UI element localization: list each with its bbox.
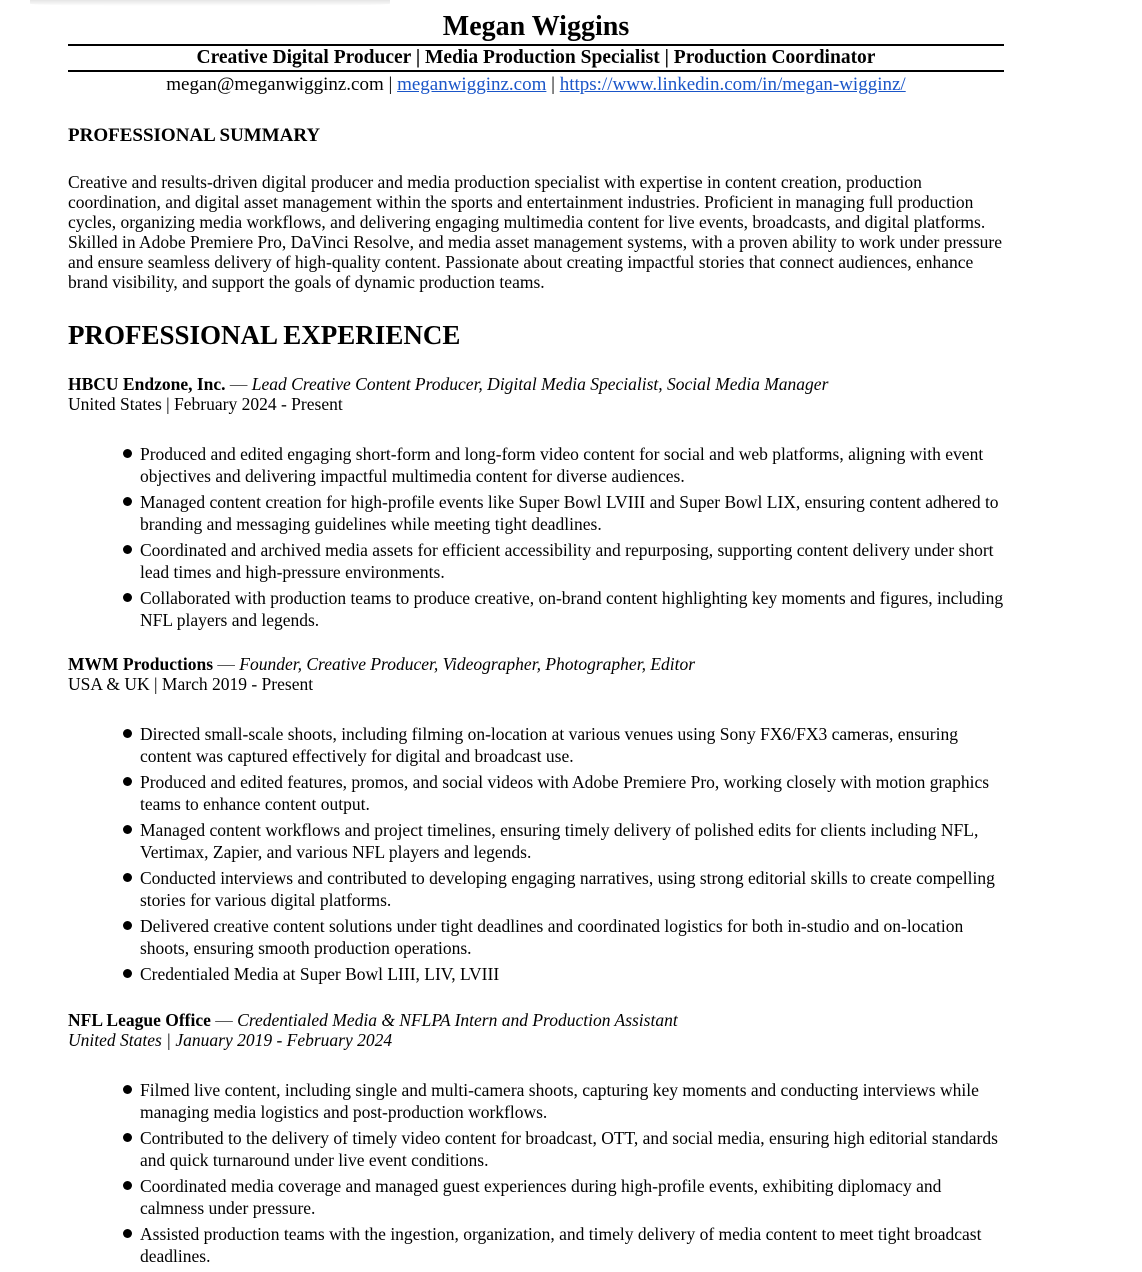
- bullet-dot-icon: [123, 921, 132, 930]
- list-item: [123, 1175, 1006, 1219]
- job-company: MWM Productions: [68, 654, 214, 674]
- summary-heading: PROFESSIONAL SUMMARY: [68, 125, 321, 146]
- job-bullet-list: [106, 723, 1006, 989]
- job-location-dates: United States | February 2024 - Present: [68, 394, 343, 414]
- list-item: [123, 771, 1006, 815]
- bullet-dot-icon: [123, 449, 132, 458]
- bullet-text: Managed content creation for high-profile events like Super Bowl LVIII and Super Bowl LIX, ensuring content adhered to branding and messaging guidelines while meeting tight deadlines.: [140, 492, 999, 534]
- job-location-dates: USA & UK | March 2019 - Present: [68, 674, 314, 694]
- website-link[interactable]: meganwigginz.com: [397, 74, 547, 95]
- job-role: Founder, Creative Producer, Videographer, Photographer, Editor: [239, 654, 696, 674]
- bullet-dot-icon: [123, 729, 132, 738]
- bullet-dot-icon: [123, 873, 132, 882]
- professional-titles: Creative Digital Producer | Media Production Specialist | Production Coordinator: [196, 47, 876, 68]
- experience-heading: PROFESSIONAL EXPERIENCE: [68, 320, 461, 350]
- contact-separator: |: [546, 74, 560, 95]
- job-dash: —: [225, 374, 252, 394]
- email-text: megan@meganwigginz.com: [166, 74, 384, 95]
- job-header: [68, 654, 1008, 674]
- job-company: NFL League Office: [68, 1010, 211, 1030]
- bullet-text: Produced and edited engaging short-form and long-form video content for social and web platforms, aligning with event objectives and delivering impactful multimedia content for diverse audiences.: [140, 444, 984, 486]
- bullet-dot-icon: [123, 825, 132, 834]
- bullet-text: Delivered creative content solutions under tight deadlines and coordinated logistics for both in-studio and on-location shoots, ensuring smooth production operations.: [140, 916, 964, 958]
- bullet-dot-icon: [123, 1133, 132, 1142]
- list-item: [123, 587, 1006, 631]
- bullet-text: Coordinated and archived media assets for efficient accessibility and repurposing, supporting content delivery under short lead times and high-pressure environments.: [140, 540, 994, 582]
- bullet-dot-icon: [123, 1181, 132, 1190]
- bullet-text: Coordinated media coverage and managed guest experiences during high-profile events, exhibiting diplomacy and calmness under pressure.: [140, 1176, 942, 1218]
- list-item: [123, 723, 1006, 767]
- bullet-text: Directed small-scale shoots, including filming on-location at various venues using Sony FX6/FX3 cameras, ensuring content was captured effectively for digital and broadcast use.: [140, 724, 958, 766]
- list-item: [123, 915, 1006, 959]
- list-item: [123, 819, 1006, 863]
- job-location-dates: United States | January 2019 - February 2024: [68, 1030, 393, 1050]
- job-entry: [68, 654, 1008, 694]
- job-header: [68, 1010, 1008, 1030]
- list-item: [123, 1127, 1006, 1171]
- list-item: [123, 1079, 1006, 1123]
- job-company: HBCU Endzone, Inc.: [68, 374, 226, 394]
- contact-separator: |: [383, 74, 398, 95]
- job-bullet-list: [106, 1079, 1006, 1271]
- job-header: [68, 374, 1008, 394]
- job-entry: [68, 1010, 1008, 1050]
- bullet-text: Credentialed Media at Super Bowl LIII, LIV, LVIII: [140, 964, 500, 984]
- candidate-name: Megan Wiggins: [442, 11, 630, 42]
- job-role: Credentialed Media & NFLPA Intern and Production Assistant: [237, 1010, 678, 1030]
- bullet-text: Contributed to the delivery of timely video content for broadcast, OTT, and social media, ensuring high editorial standards and quick turnaround under live event conditions.: [140, 1128, 998, 1170]
- contact-line: [68, 72, 1004, 98]
- bullet-text: Assisted production teams with the ingestion, organization, and timely delivery of media content to meet tight broadcast deadlines.: [140, 1224, 982, 1266]
- bullet-text: Collaborated with production teams to produce creative, on-brand content highlighting key moments and figures, including NFL players and legends.: [140, 588, 1004, 630]
- job-role: Lead Creative Content Producer, Digital Media Specialist, Social Media Manager: [251, 374, 829, 394]
- bullet-dot-icon: [123, 1229, 132, 1238]
- bullet-text: Managed content workflows and project timelines, ensuring timely delivery of polished edits for clients including NFL, Vertimax, Zapier, and various NFL players and legends.: [140, 820, 979, 862]
- list-item: [123, 963, 1006, 985]
- job-bullet-list: [106, 443, 1006, 635]
- list-item: [123, 491, 1006, 535]
- job-entry: [68, 374, 1008, 414]
- job-dash: —: [213, 654, 240, 674]
- bullet-dot-icon: [123, 1085, 132, 1094]
- bullet-text: Produced and edited features, promos, and social videos with Adobe Premiere Pro, working closely with motion graphics teams to enhance content output.: [140, 772, 990, 814]
- bullet-dot-icon: [123, 497, 132, 506]
- summary-text: Creative and results-driven digital producer and media production specialist with expertise in content creation, production coordination, and digital asset management within the sports and entertainment industries. Proficient in managing full production cycles, organizing media workflows, and delivering engaging multimedia content for live events, broadcasts, and digital platforms. Skilled in Adobe Premiere Pro, DaVinci Resolve, and media asset management systems, with a proven ability to work under pressure and ensure seamless delivery of high-quality content. Passionate about creating impactful stories that connect audiences, enhance brand visibility, and support the goals of dynamic production teams.: [68, 172, 1003, 292]
- list-item: [123, 1223, 1006, 1267]
- bullet-text: Filmed live content, including single and multi-camera shoots, capturing key moments and conducting interviews while managing media logistics and post-production workflows.: [140, 1080, 979, 1122]
- linkedin-link[interactable]: https://www.linkedin.com/in/megan-wigginz/: [559, 74, 906, 95]
- list-item: [123, 539, 1006, 583]
- bullet-dot-icon: [123, 545, 132, 554]
- bullet-dot-icon: [123, 969, 132, 978]
- list-item: [123, 443, 1006, 487]
- list-item: [123, 867, 1006, 911]
- bullet-text: Conducted interviews and contributed to developing engaging narratives, using strong editorial skills to create compelling stories for various digital platforms.: [140, 868, 995, 910]
- bullet-dot-icon: [123, 593, 132, 602]
- resume-page: [68, 0, 1004, 1266]
- bullet-dot-icon: [123, 777, 132, 786]
- job-dash: —: [210, 1010, 238, 1030]
